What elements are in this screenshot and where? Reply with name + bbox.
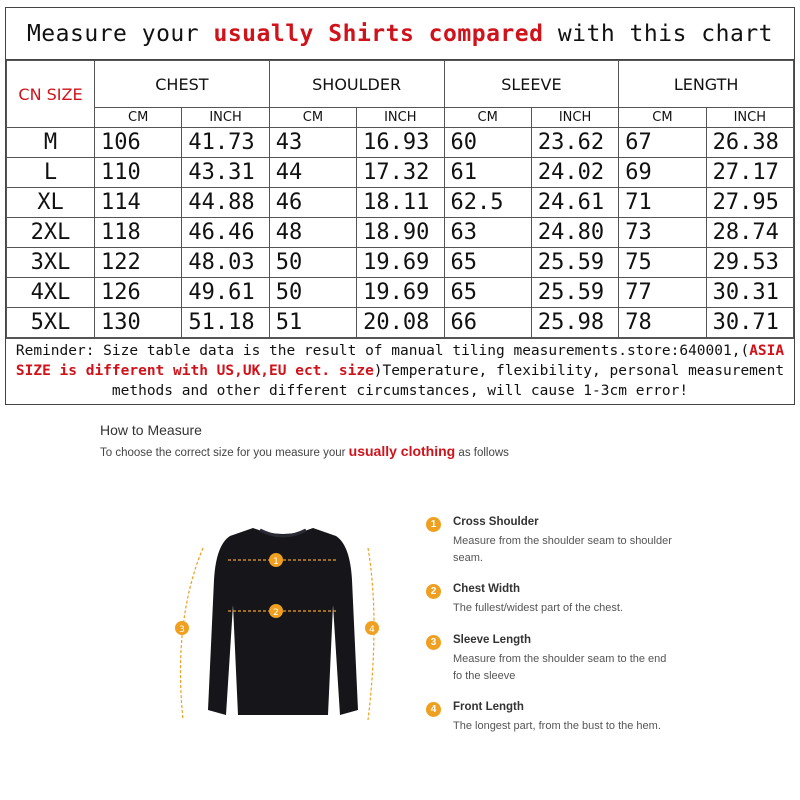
measurement-cell: 122: [95, 248, 182, 278]
measurement-cell: 44.88: [182, 188, 269, 218]
marker-1-icon: [269, 553, 283, 567]
measurement-cell: 26.38: [706, 128, 793, 158]
unit-cm: CM: [269, 108, 356, 128]
reminder-text-highlight: ASIA SIZE is different with US,UK,EU ect. size: [15, 343, 785, 379]
measurement-cell: 25.98: [531, 308, 618, 338]
measurement-cell: 63: [444, 218, 531, 248]
size-row: [7, 248, 794, 278]
measurement-cell: 61: [444, 158, 531, 188]
size-label: 2XL: [7, 218, 95, 248]
legend-description: Measure from the shoulder seam to the end fo the sleeve: [453, 653, 667, 682]
measurement-cell: 43: [269, 128, 356, 158]
measurement-cell: 25.59: [531, 278, 618, 308]
measurement-cell: 25.59: [531, 248, 618, 278]
measurement-cell: 29.53: [706, 248, 793, 278]
marker-1-label: 1: [273, 557, 279, 567]
measurement-cell: 19.69: [357, 248, 444, 278]
marker-2-label: 2: [273, 608, 279, 618]
measurement-cell: 46: [269, 188, 356, 218]
measurement-cell: 65: [444, 278, 531, 308]
measurement-cell: 24.80: [531, 218, 618, 248]
measurement-cell: 41.73: [182, 128, 269, 158]
measurement-cell: 118: [95, 218, 182, 248]
marker-3-label: 3: [179, 625, 185, 635]
subtitle-text-post: as follows: [455, 447, 509, 459]
measurement-cell: 114: [95, 188, 182, 218]
measurement-cell: 48: [269, 218, 356, 248]
measurement-cell: 67: [619, 128, 706, 158]
unit-cm: CM: [95, 108, 182, 128]
size-row: [7, 128, 794, 158]
unit-inch: INCH: [182, 108, 269, 128]
how-to-measure-title: How to Measure: [100, 422, 202, 438]
measurement-cell: 30.71: [706, 308, 793, 338]
measurement-cell: 51: [269, 308, 356, 338]
title-text-pre: Measure your: [26, 20, 214, 47]
measurement-cell: 20.08: [357, 308, 444, 338]
measurement-cell: 18.90: [357, 218, 444, 248]
measurement-cell: 69: [619, 158, 706, 188]
marker-4-icon: [365, 621, 379, 635]
measurement-cell: 50: [269, 278, 356, 308]
measurement-cell: 60: [444, 128, 531, 158]
sleeve-header: SLEEVE: [444, 61, 619, 108]
subtitle-text-highlight: usually clothing: [348, 443, 456, 459]
size-label: 4XL: [7, 278, 95, 308]
size-label: L: [7, 158, 95, 188]
size-table: [6, 60, 794, 338]
subtitle-text-pre: To choose the correct size for you measure your: [100, 447, 349, 459]
unit-inch: INCH: [706, 108, 793, 128]
measurement-cell: 65: [444, 248, 531, 278]
size-row: [7, 278, 794, 308]
measurement-cell: 77: [619, 278, 706, 308]
measurement-cell: 18.11: [357, 188, 444, 218]
size-label: M: [7, 128, 95, 158]
length-header: LENGTH: [619, 61, 794, 108]
measurement-cell: 30.31: [706, 278, 793, 308]
measurement-cell: 71: [619, 188, 706, 218]
legend-number-badge: 2: [426, 584, 441, 599]
shirt-body-icon: [208, 528, 358, 715]
size-label: 5XL: [7, 308, 95, 338]
measurement-cell: 17.32: [357, 158, 444, 188]
measurement-cell: 50: [269, 248, 356, 278]
measurement-cell: 110: [95, 158, 182, 188]
measurement-cell: 62.5: [444, 188, 531, 218]
measurement-cell: 106: [95, 128, 182, 158]
measurement-cell: 126: [95, 278, 182, 308]
legend-description: Measure from the shoulder seam to shoulder seam.: [453, 535, 672, 564]
measurement-cell: 23.62: [531, 128, 618, 158]
title-text-highlight: usually Shirts compared: [213, 20, 544, 47]
unit-cm: CM: [619, 108, 706, 128]
marker-4-label: 4: [369, 625, 375, 635]
size-row: [7, 158, 794, 188]
measurement-cell: 46.46: [182, 218, 269, 248]
measurement-cell: 78: [619, 308, 706, 338]
size-label: XL: [7, 188, 95, 218]
measurement-cell: 27.17: [706, 158, 793, 188]
unit-cm: CM: [444, 108, 531, 128]
marker-2-icon: [269, 604, 283, 618]
measurement-cell: 75: [619, 248, 706, 278]
how-to-measure-subtitle: [100, 443, 509, 459]
legend-heading: Front Length: [453, 701, 524, 713]
measurement-cell: 73: [619, 218, 706, 248]
measurement-cell: 48.03: [182, 248, 269, 278]
shirt-diagram: [168, 510, 398, 730]
measurement-cell: 28.74: [706, 218, 793, 248]
cn-size-header: CN SIZE: [7, 61, 95, 128]
chart-title: [6, 8, 794, 60]
marker-3-icon: [175, 621, 189, 635]
unit-header-row: [7, 108, 794, 128]
legend-heading: Sleeve Length: [453, 634, 531, 646]
measurement-cell: 44: [269, 158, 356, 188]
unit-inch: INCH: [357, 108, 444, 128]
measurement-cell: 27.95: [706, 188, 793, 218]
legend-description: The fullest/widest part of the chest.: [453, 602, 623, 614]
legend-description: The longest part, from the bust to the hem.: [453, 720, 661, 732]
shirt-illustration: [168, 510, 398, 730]
reminder-text-pre: Reminder: Size table data is the result of manual tiling measurements.store:640001,(: [15, 343, 750, 359]
title-text-post: with this chart: [543, 20, 774, 47]
legend-number-badge: 1: [426, 517, 441, 532]
measurement-cell: 130: [95, 308, 182, 338]
chest-header: CHEST: [95, 61, 270, 108]
measurement-cell: 51.18: [182, 308, 269, 338]
legend-heading: Cross Shoulder: [453, 516, 539, 528]
size-label: 3XL: [7, 248, 95, 278]
size-chart: [5, 7, 795, 405]
legend-number-badge: 4: [426, 702, 441, 717]
measurement-cell: 49.61: [182, 278, 269, 308]
size-row: [7, 308, 794, 338]
shoulder-header: SHOULDER: [269, 61, 444, 108]
unit-inch: INCH: [531, 108, 618, 128]
legend-heading: Chest Width: [453, 583, 520, 595]
measurement-cell: 66: [444, 308, 531, 338]
size-row: [7, 188, 794, 218]
measurement-cell: 19.69: [357, 278, 444, 308]
measurement-cell: 16.93: [357, 128, 444, 158]
size-row: [7, 218, 794, 248]
measurement-cell: 24.61: [531, 188, 618, 218]
reminder-text-post: )Temperature, flexibility, personal measurement methods and other different circumstances, will cause 1-3cm error!: [111, 363, 785, 399]
legend-number-badge: 3: [426, 635, 441, 650]
measurement-cell: 24.02: [531, 158, 618, 188]
group-header-row: [7, 61, 794, 108]
reminder-note: [6, 338, 794, 401]
measurement-cell: 43.31: [182, 158, 269, 188]
